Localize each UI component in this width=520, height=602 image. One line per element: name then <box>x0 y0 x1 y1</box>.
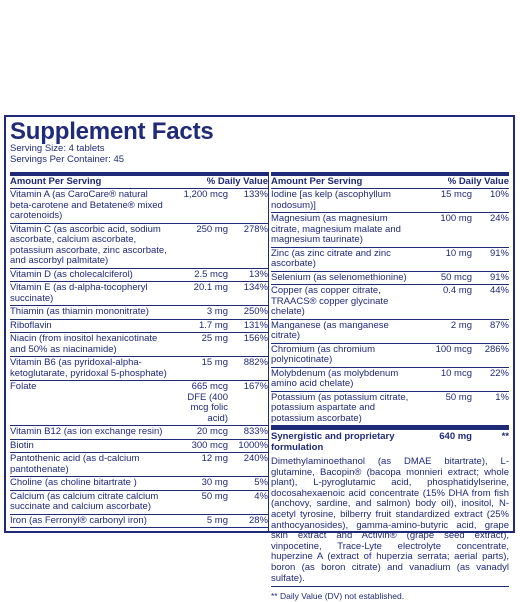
nutrient-name: Zinc (as zinc citrate and zinc ascorbate) <box>271 247 391 269</box>
nutrient-row <box>10 453 268 477</box>
nutrient-dv: 833% <box>243 426 268 437</box>
nutrient-dv: 10% <box>489 189 509 200</box>
blend-name: Synergistic and proprietary formulation <box>271 431 395 453</box>
nutrient-row <box>10 189 268 224</box>
nutrient-name: Niacin (from inositol hexanicotinate and 50% as niacinamide) <box>10 333 158 355</box>
dv-header: % Daily Value <box>447 176 509 187</box>
nutrient-dv: 134% <box>243 282 268 293</box>
nutrient-row <box>10 426 268 440</box>
left-rows <box>10 189 268 528</box>
nutrient-name: Iodine [as kelp (ascophyllum nodosum)] <box>271 189 391 211</box>
amount-header: Amount Per Serving <box>10 176 102 187</box>
serving-size: Serving Size: 4 tablets <box>10 143 105 154</box>
nutrient-row <box>10 491 268 515</box>
nutrient-dv: 22% <box>489 367 509 379</box>
nutrient-row <box>10 224 268 269</box>
nutrient-dv: 13% <box>248 268 268 280</box>
nutrient-name: Copper (as copper citrate, TRAACS® copper glycinate chelate) <box>271 285 389 317</box>
nutrient-amount: 50 mcg <box>440 271 472 283</box>
nutrient-amount: 30 mg <box>201 477 228 488</box>
nutrient-amount: 0.4 mg <box>442 285 472 296</box>
nutrient-dv: 278% <box>243 223 268 235</box>
nutrient-amount: 1.7 mg <box>198 319 228 331</box>
nutrient-dv: 167% <box>243 381 268 392</box>
nutrient-amount: 15 mg <box>201 357 228 368</box>
nutrient-dv: 131% <box>243 319 268 331</box>
nutrient-name: Pantothenic acid (as d-calcium pantothenate) <box>10 453 140 475</box>
nutrient-dv: 91% <box>489 247 509 259</box>
nutrient-name: Potassium (as potassium citrate, potassium aspartate and potassium ascorbate) <box>271 391 409 424</box>
right-rows <box>271 189 509 426</box>
supplement-facts-panel <box>4 115 515 602</box>
nutrient-row <box>271 368 509 392</box>
nutrient-name: Vitamin B6 (as pyridoxal-alpha-ketoglutarate, pyridoxal 5-phosphate) <box>10 357 167 379</box>
nutrient-name: Iron (as Ferronyl® carbonyl iron) <box>10 514 147 526</box>
nutrient-row <box>10 269 268 283</box>
facts-columns <box>10 172 509 602</box>
nutrient-name: Manganese (as manganese citrate) <box>271 319 389 341</box>
nutrient-amount: 10 mcg <box>440 367 472 379</box>
nutrient-name: Vitamin E (as d-alpha-tocopheryl succinate) <box>10 282 148 304</box>
nutrient-row <box>10 515 268 529</box>
nutrient-amount: 3 mg <box>206 306 228 317</box>
nutrient-dv: 1% <box>495 391 509 403</box>
right-column-header <box>271 176 509 189</box>
nutrient-row <box>10 440 268 454</box>
nutrient-name: Molybdenum (as molybdenum amino acid chelate) <box>271 367 399 389</box>
nutrient-dv: 87% <box>489 319 509 331</box>
nutrient-row <box>10 320 268 334</box>
nutrient-name: Choline (as choline bitartrate ) <box>10 477 137 488</box>
nutrient-row <box>10 282 268 306</box>
nutrient-name: Vitamin A (as CaroCare® natural beta-carotene and Betatene® mixed carotenoids) <box>10 189 163 221</box>
nutrient-dv: 1000% <box>238 439 268 451</box>
nutrient-amount: 50 mg <box>445 391 472 403</box>
nutrient-row <box>10 357 268 381</box>
panel-title: Supplement Facts <box>10 118 214 145</box>
dv-header: % Daily Value <box>206 176 268 187</box>
blend-dv: ** <box>501 431 509 442</box>
nutrient-name: Riboflavin <box>10 319 52 331</box>
nutrient-dv: 44% <box>489 285 509 296</box>
nutrient-row <box>271 392 509 427</box>
nutrient-amount: 20 mcg <box>196 426 228 437</box>
nutrient-row <box>271 285 509 320</box>
blend-ingredients: Dimethylaminoethanol (as DMAE bitartrate), L-glutamine, Bacopin® (bacopa monnieri extract; whole plant), L-pyroglutamic acid, phosphatidylserine, docosahexaenoic acid concentrate (15% DHA from fish (anchovy, sardine, and salmon) body oil), inositol, N-acetyl tyrosine, bilberry fruit standardized extract (25% anthocyanosides), gamma-amino-butyric acid, grape skin extract and Activin® (grape seed extract), vinpocetine, Trace-Lyte electrolyte concentrate, huperzine A (extract of huperzia serrata; aerial parts), boron (as boron citrate) and vanadium (as vanadyl sulfate). <box>271 453 509 587</box>
nutrient-amount: 50 mg <box>201 490 228 502</box>
nutrient-amount: 300 mcg <box>191 439 228 451</box>
nutrient-name: Vitamin B12 (as ion exchange resin) <box>10 426 163 437</box>
nutrient-row <box>271 248 509 272</box>
nutrient-dv: 4% <box>254 490 268 502</box>
nutrient-dv: 240% <box>243 453 268 464</box>
nutrient-row <box>10 306 268 320</box>
blend-amount: 640 mg <box>439 431 472 442</box>
nutrient-row <box>10 477 268 491</box>
nutrient-amount: 20.1 mg <box>193 282 228 293</box>
nutrient-row <box>271 213 509 248</box>
nutrient-amount: 5 mg <box>206 514 228 526</box>
nutrient-amount: 15 mcg <box>440 189 472 200</box>
nutrient-name: Folate <box>10 381 37 392</box>
nutrient-dv: 286% <box>484 343 509 355</box>
left-column <box>10 172 269 531</box>
nutrient-row <box>271 189 509 213</box>
nutrient-amount: 250 mg <box>196 223 228 235</box>
nutrient-amount: 665 mcg DFE (400 mcg folic acid) <box>187 381 228 424</box>
servings-per-container: Servings Per Container: 45 <box>10 153 125 165</box>
amount-header: Amount Per Serving <box>271 176 363 187</box>
nutrient-row <box>271 320 509 344</box>
nutrient-amount: 100 mcg <box>435 343 472 355</box>
nutrient-dv: 91% <box>489 271 509 283</box>
nutrient-dv: 250% <box>243 306 268 317</box>
nutrient-row <box>10 333 268 357</box>
nutrient-name: Magnesium (as magnesium citrate, magnesium malate and magnesium taurinate) <box>271 213 401 245</box>
nutrient-amount: 12 mg <box>201 453 228 464</box>
nutrient-dv: 156% <box>243 333 268 344</box>
nutrient-dv: 133% <box>243 189 268 200</box>
nutrient-amount: 25 mg <box>201 333 228 344</box>
nutrient-dv: 28% <box>248 514 268 526</box>
footnote: ** Daily Value (DV) not established. <box>271 591 405 602</box>
nutrient-row <box>10 381 268 426</box>
nutrient-name: Thiamin (as thiamin mononitrate) <box>10 306 149 317</box>
nutrient-amount: 1,200 mcg <box>183 189 228 200</box>
nutrient-amount: 10 mg <box>445 247 472 259</box>
left-column-header <box>10 176 268 189</box>
nutrient-row <box>271 272 509 286</box>
nutrient-name: Calcium (as calcium citrate calcium succinate and calcium ascorbate) <box>10 490 159 512</box>
nutrient-name: Vitamin C (as ascorbic acid, sodium ascorbate, calcium ascorbate, potassium ascorbate, zinc ascorbate, and ascorbyl palmitate) <box>10 223 167 266</box>
nutrient-name: Selenium (as selenomethionine) <box>271 271 407 283</box>
nutrient-amount: 2 mg <box>450 319 472 331</box>
nutrient-dv: 24% <box>489 213 509 224</box>
nutrient-amount: 100 mg <box>440 213 472 224</box>
nutrient-amount: 2.5 mcg <box>194 268 228 280</box>
nutrient-dv: 882% <box>243 357 268 368</box>
blend-row <box>271 430 509 453</box>
nutrient-row <box>271 344 509 368</box>
right-column <box>271 172 509 602</box>
nutrient-name: Chromium (as chromium polynicotinate) <box>271 343 375 365</box>
nutrient-name: Vitamin D (as cholecalciferol) <box>10 268 133 280</box>
nutrient-dv: 5% <box>254 477 268 488</box>
nutrient-name: Biotin <box>10 439 34 451</box>
